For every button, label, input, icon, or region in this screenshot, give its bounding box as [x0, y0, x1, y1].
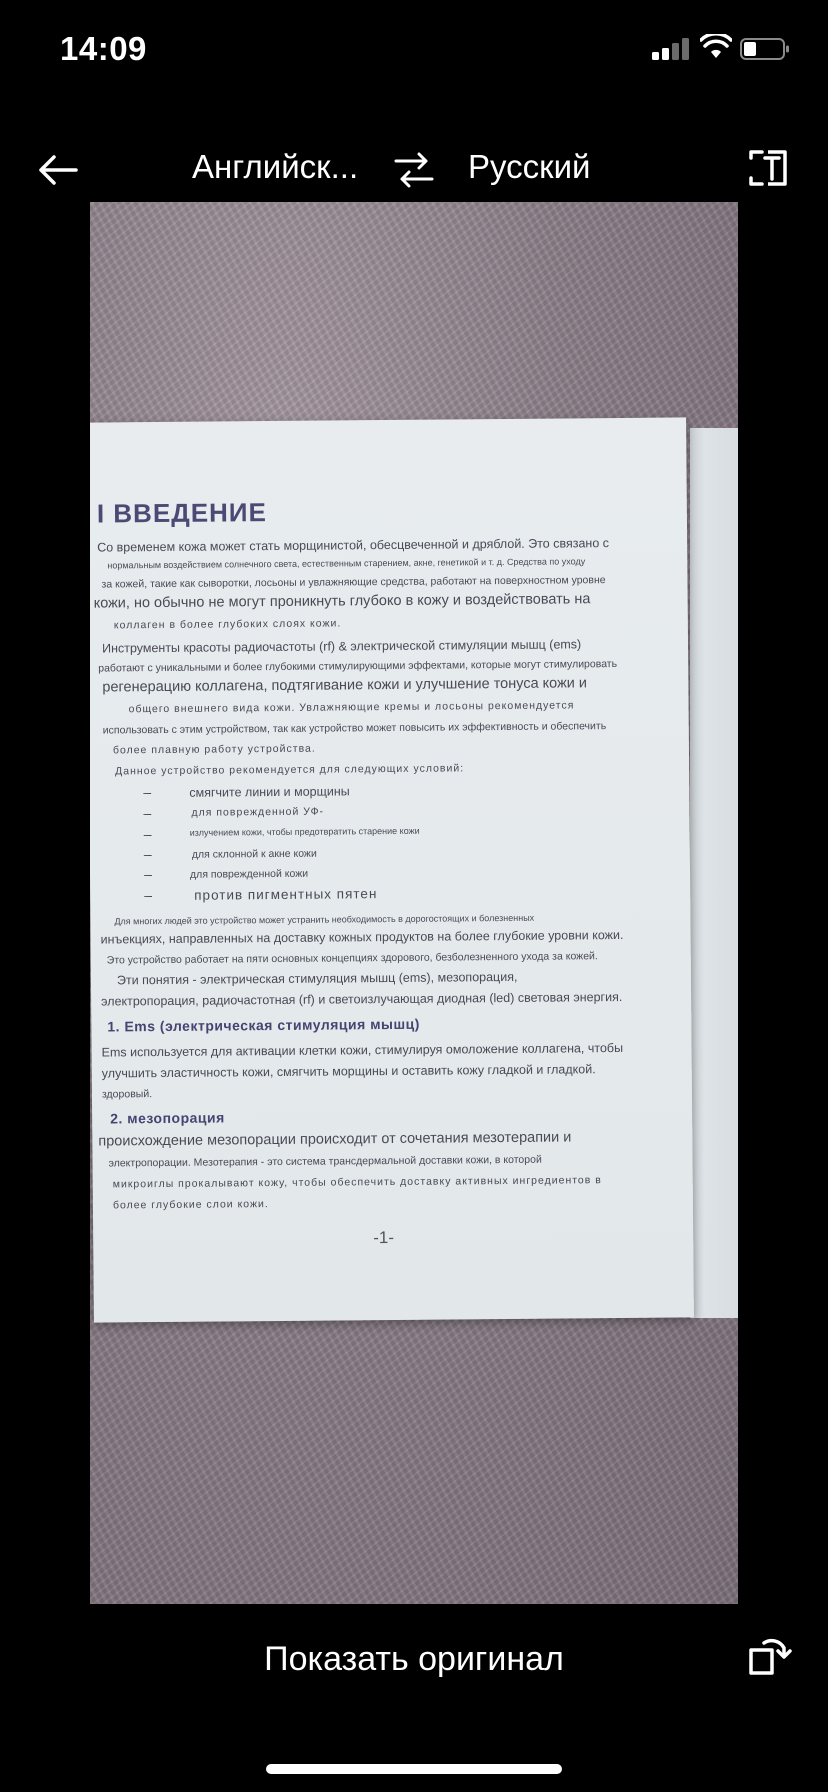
list-item: для поврежденной кожи — [189, 867, 309, 881]
target-language-selector[interactable]: Русский — [468, 148, 591, 185]
list-item: излучением кожи, чтобы предотвратить старение кожи — [189, 825, 420, 838]
home-indicator[interactable] — [266, 1764, 562, 1774]
text-line: микроиглы прокалывают кожу, чтобы обеспечить доставку активных ингредиентов в — [112, 1174, 602, 1191]
text-line: регенерацию коллагена, подтягивание кожи и улучшение тонуса кожи и — [102, 675, 588, 696]
text-line: инъекциях, направленных на доставку кожных продуктов на более глубокие уровни кожи. — [100, 927, 624, 947]
text-line: более плавную работу устройства. — [112, 742, 316, 757]
text-line: коллаген в более глубоких слоях кожи. — [113, 617, 342, 632]
bullet-dash: – — [144, 887, 153, 904]
text-line: электропорации. Мезотерапия - это система трансдермальной доставки кожи, в которой — [108, 1153, 542, 1170]
bullet-dash: – — [143, 826, 152, 843]
bullet-dash: – — [143, 805, 152, 822]
text-line: электропорация, радиочастотная (rf) и светоизлучающая диодная (led) световая энергия. — [101, 989, 623, 1009]
text-line: Это устройство работает на пяти основных концепциях здорового, безболезненного ухода за кожей. — [106, 950, 598, 967]
section-heading: I ВВЕДЕНИЕ — [96, 497, 268, 529]
subsection-title: 1. Ems (электрическая стимуляция мышц) — [107, 1015, 420, 1035]
translated-photo — [90, 202, 738, 1604]
battery-icon — [740, 37, 790, 61]
text-line: Ems используется для активации клетки кожи, стимулируя омоложение коллагена, чтобы — [101, 1040, 624, 1060]
wifi-icon — [700, 34, 732, 60]
rotate-icon[interactable] — [746, 1630, 794, 1678]
bullet-dash: – — [143, 846, 152, 863]
list-item: для поврежденной УФ- — [191, 805, 325, 819]
text-line: Со временем кожа может стать морщинистой, обесцвеченной и дряблой. Это связано с — [97, 536, 610, 555]
source-language-selector[interactable]: Английск... — [192, 148, 359, 185]
text-line: более глубокие слои кожи. — [112, 1198, 269, 1212]
list-item: для склонной к акне кожи — [191, 847, 317, 861]
translation-header — [0, 140, 828, 200]
text-line: здоровый. — [101, 1088, 153, 1101]
text-line: работают с уникальными и более глубокими стимулирующими эффектами, которые могут стимулировать — [98, 658, 618, 675]
bullet-dash: – — [143, 866, 152, 883]
text-line: нормальным воздействием солнечного света, естественным старением, акне, генетикой и т. д. Средства по уходу — [107, 556, 586, 571]
text-line: кожи, но обычно не могут проникнуть глубоко в кожу и воздействовать на — [93, 591, 591, 612]
swap-languages-icon[interactable] — [392, 148, 436, 192]
text-line: общего внешнего вида кожи. Увлажняющие кремы и лосьоны рекомендуется — [128, 699, 575, 716]
text-cursor-icon[interactable] — [748, 148, 788, 188]
cellular-signal-icon — [652, 38, 692, 60]
text-line: Инструменты красоты радиочастоты (rf) & электрической стимуляции мышц (ems) — [101, 637, 582, 656]
status-time: 14:09 — [60, 30, 147, 67]
document-page — [90, 417, 694, 1322]
status-bar — [0, 0, 828, 100]
text-line: Для многих людей это устройство может устранить необходимость в дорогостоящих и болезненных — [114, 912, 535, 927]
show-original-button[interactable]: Показать оригинал — [264, 1640, 564, 1678]
bullet-dash: – — [143, 784, 152, 801]
text-line: происхождение мезопорации происходит от сочетания мезотерапии и — [98, 1129, 572, 1150]
text-line: за кожей, такие как сыворотки, лосьоны и увлажняющие средства, работают на поверхностном уровне — [101, 574, 606, 591]
translated-text — [93, 417, 676, 1248]
next-page-edge — [690, 428, 738, 1318]
page-number: -1- — [373, 1227, 395, 1248]
list-item: смягчите линии и морщины — [189, 784, 350, 800]
subsection-title: 2. мезопорация — [110, 1109, 225, 1127]
arrow-left-icon[interactable] — [36, 148, 80, 192]
text-line: использовать с этим устройством, так как устройство может повысить их эффективность и обеспечить — [102, 720, 607, 737]
list-item: против пигментных пятен — [194, 886, 378, 903]
text-line: улучшить эластичность кожи, смягчить морщины и оставить кожу гладкой и гладкой. — [101, 1062, 596, 1081]
text-line: Данное устройство рекомендуется для следующих условий: — [115, 762, 465, 778]
text-line: Эти понятия - электрическая стимуляция мышц (ems), мезопорация, — [116, 969, 518, 988]
